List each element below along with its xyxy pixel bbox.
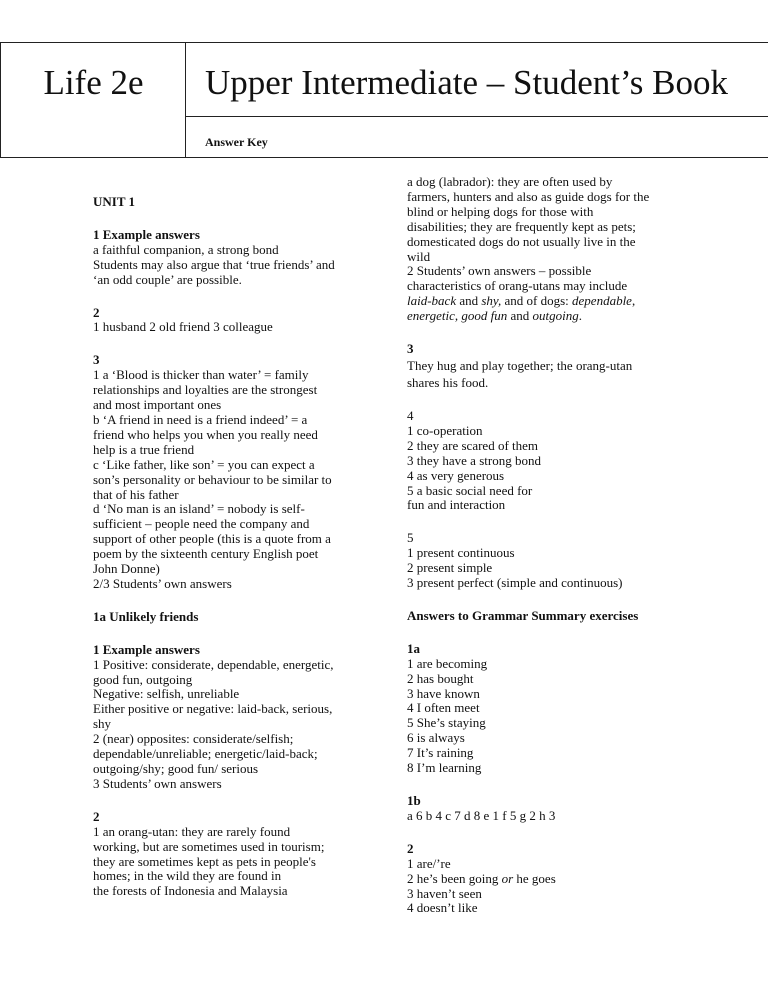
answer-line: 3 present perfect (simple and continuous)	[407, 575, 623, 591]
answer-line: a 6 b 4 c 7 d 8 e 1 f 5 g 2 h 3	[407, 807, 556, 823]
answer-line: and most important ones	[93, 397, 222, 413]
answer-line: 2 they are scared of them	[407, 437, 539, 453]
section-3	[407, 342, 707, 391]
section-heading: 2	[93, 808, 100, 824]
answer-line: poem by the sixteenth century English poet	[93, 546, 319, 562]
answer-line: 2/3 Students’ own answers	[93, 575, 232, 591]
answer-line: shy	[93, 716, 112, 732]
continued-section-2	[407, 175, 707, 324]
answer-line: good fun, outgoing	[93, 671, 193, 687]
lesson-section-2	[93, 810, 373, 899]
header-right-cell	[186, 43, 768, 157]
lesson-title: 1a Unlikely friends	[93, 608, 199, 624]
answer-line: 3 Students’ own answers	[93, 775, 222, 791]
grammar-summary-title: Answers to Grammar Summary exercises	[407, 607, 639, 623]
section-heading: 1 Example answers	[93, 641, 200, 657]
section-1-example-answers	[93, 228, 373, 288]
answer-line: b ‘A friend in need is a friend indeed’ = a	[93, 411, 308, 427]
italic-term: dependable	[572, 293, 632, 309]
document-header	[0, 42, 768, 158]
answer-line: 3 haven’t seen	[407, 885, 482, 901]
text-run: .	[578, 308, 583, 324]
document-title: Upper Intermediate – Student’s Book	[205, 63, 728, 102]
answer-line: 1 co-operation	[407, 422, 483, 438]
answer-line: support of other people (this is a quote from a	[93, 531, 331, 547]
answer-line: 2 has bought	[407, 670, 474, 686]
lesson-section-1	[93, 643, 373, 792]
answer-line: a faithful companion, a strong bond	[93, 241, 279, 257]
answer-line: farmers, hunters and also as guide dogs for the	[407, 188, 650, 204]
text-run: 2 he’s been going	[407, 870, 502, 886]
left-column	[93, 195, 373, 899]
answer-line: wild	[407, 248, 431, 264]
italic-term: shy,	[481, 293, 502, 309]
answer-line: 1 are becoming	[407, 655, 488, 671]
italic-term: or	[501, 870, 514, 886]
answer-line: 1 present continuous	[407, 545, 515, 561]
answer-line: shares his food.	[407, 374, 489, 390]
answer-line: the forests of Indonesia and Malaysia	[93, 883, 288, 899]
answer-line: ‘an odd couple’ are possible.	[93, 271, 242, 287]
answer-line: 1 husband 2 old friend 3 colleague	[93, 319, 273, 335]
answer-line: 7 It’s raining	[407, 745, 474, 761]
section-2	[93, 306, 373, 336]
brand-cell	[1, 43, 186, 157]
answer-line: homes; in the wild they are found in	[93, 868, 282, 884]
answer-line: 4 I often meet	[407, 700, 480, 716]
section-heading: 2	[407, 840, 414, 856]
answer-line: characteristics of orang-utans may include	[407, 278, 628, 294]
right-column	[407, 175, 707, 916]
answer-line: 1 an orang-utan: they are rarely found	[93, 823, 291, 839]
answer-line: disabilities; they are frequently kept as pets;	[407, 218, 636, 234]
answer-line: sufficient – people need the company and	[93, 516, 310, 532]
text-run: and	[507, 308, 533, 324]
answer-line: a dog (labrador): they are often used by	[407, 174, 613, 189]
text-run: and of dogs:	[501, 293, 573, 309]
answer-line: 4 doesn’t like	[407, 900, 478, 916]
section-4	[407, 409, 707, 513]
section-3	[93, 353, 373, 592]
answer-line: blind or helping dogs for those with	[407, 203, 594, 219]
answer-line: dependable/unreliable; energetic/laid-back;	[93, 746, 318, 762]
answer-line: Either positive or negative: laid-back, serious,	[93, 701, 333, 717]
answer-line: 6 is always	[407, 730, 465, 746]
section-heading: 4	[407, 407, 414, 423]
brand-name: Life 2e	[43, 63, 144, 102]
answer-line: 1 a ‘Blood is thicker than water’ = family	[93, 367, 309, 383]
italic-term: energetic, good fun	[407, 308, 508, 324]
text-run: he goes	[513, 870, 556, 886]
grammar-1b	[407, 794, 707, 824]
answer-line: friend who helps you when you really need	[93, 426, 318, 442]
answer-line: help is a true friend	[93, 441, 195, 457]
answer-line-mixed	[407, 872, 707, 887]
answer-line: 4 as very generous	[407, 467, 505, 483]
answer-line: 2 present simple	[407, 560, 493, 576]
section-heading: 1a	[407, 640, 420, 656]
section-heading: 2	[93, 304, 100, 320]
answer-line: 5 She’s staying	[407, 715, 486, 731]
section-heading: 3	[407, 341, 414, 357]
answer-line: 2 Students’ own answers – possible	[407, 263, 592, 279]
document-subtitle: Answer Key	[205, 135, 268, 149]
unit-title: UNIT 1	[93, 194, 136, 209]
text-run: ,	[631, 293, 636, 309]
answer-line: 1 Positive: considerate, dependable, energetic,	[93, 656, 334, 672]
section-heading: 3	[93, 352, 100, 368]
section-heading: 5	[407, 530, 414, 546]
answer-line: 5 a basic social need for	[407, 482, 533, 498]
answer-line: that of his father	[93, 486, 179, 502]
section-heading: 1 Example answers	[93, 226, 200, 242]
italic-term: outgoing	[532, 308, 579, 324]
answer-line: son’s personality or behaviour to be similar to	[93, 471, 332, 487]
answer-line: Students may also argue that ‘true friends’ and	[93, 256, 335, 272]
italic-term: laid-back	[407, 293, 457, 309]
answer-line: John Donne)	[93, 561, 160, 577]
grammar-1a	[407, 642, 707, 776]
grammar-2	[407, 842, 707, 917]
answer-line: 2 (near) opposites: considerate/selfish;	[93, 731, 294, 747]
answer-line: they are sometimes kept as pets in people's	[93, 853, 316, 869]
answer-line: They hug and play together; the orang-utan	[407, 357, 633, 373]
answer-line-mixed	[407, 294, 707, 309]
answer-line: 3 have known	[407, 685, 480, 701]
answer-line: 1 are/’re	[407, 855, 451, 871]
answer-line: fun and interaction	[407, 497, 506, 513]
answer-line: c ‘Like father, like son’ = you can expect a	[93, 456, 315, 472]
title-cell	[186, 43, 768, 117]
text-run: and	[456, 293, 482, 309]
answer-line: 3 they have a strong bond	[407, 452, 541, 468]
answer-line: d ‘No man is an island’ = nobody is self-	[93, 501, 305, 517]
answer-line: outgoing/shy; good fun/ serious	[93, 761, 259, 776]
answer-line: relationships and loyalties are the strongest	[93, 382, 318, 398]
answer-line: 8 I’m learning	[407, 760, 482, 776]
answer-line: working, but are sometimes used in tourism;	[93, 838, 325, 854]
answer-line: domesticated dogs do not usually live in the	[407, 233, 636, 249]
answer-line-mixed	[407, 309, 707, 324]
section-5	[407, 531, 707, 591]
section-heading: 1b	[407, 793, 421, 808]
answer-line: Negative: selfish, unreliable	[93, 686, 240, 702]
